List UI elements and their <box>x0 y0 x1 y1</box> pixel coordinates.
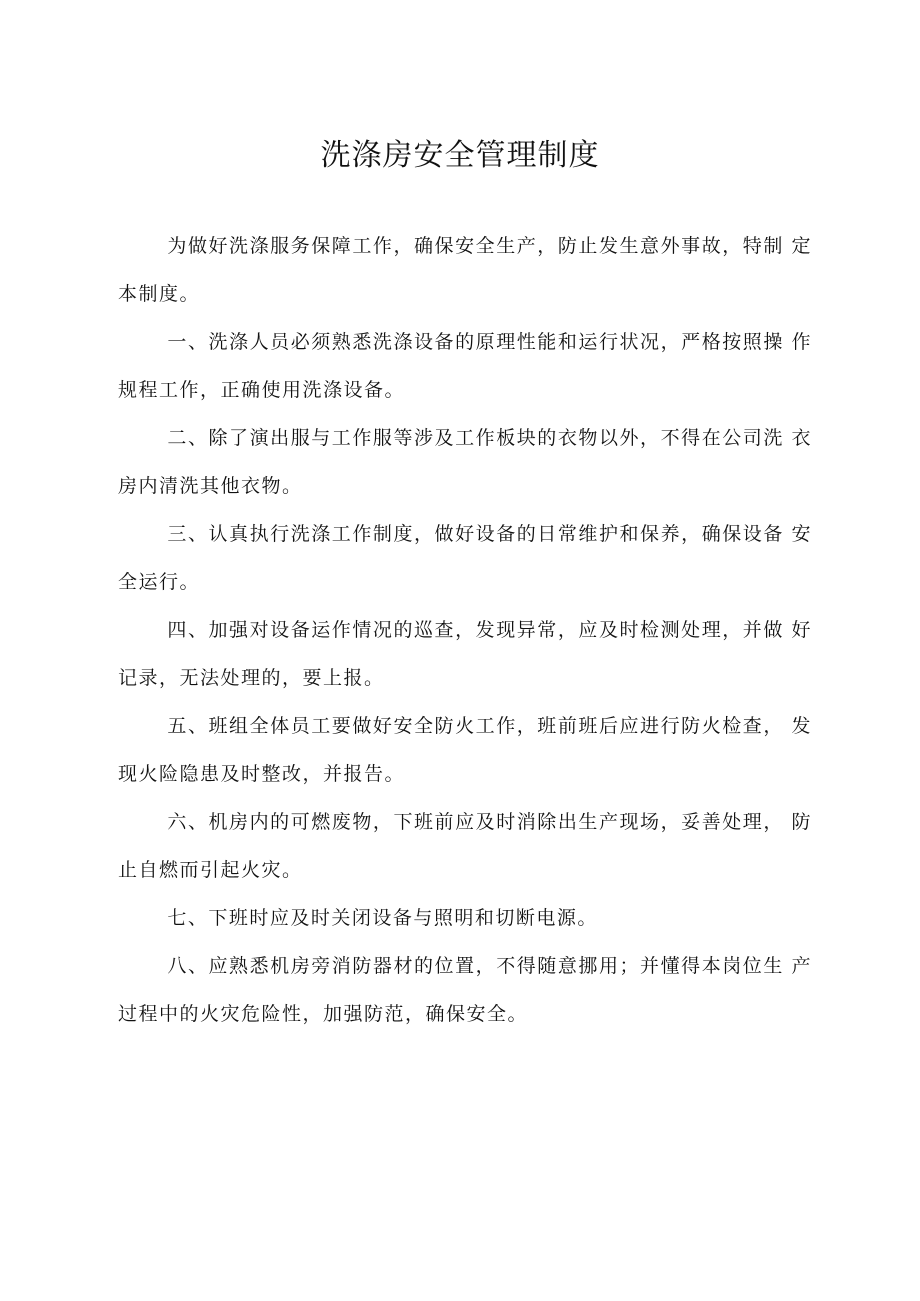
document-body <box>118 222 812 1038</box>
document-title: 洗涤房安全管理制度 <box>320 138 600 173</box>
paragraph-rule-5: 五、班组全体员工要做好安全防火工作，班前班后应进行防火检查， 发现火险隐患及时整改，并报告。 <box>118 715 812 785</box>
paragraph-rule-8: 八、应熟悉机房旁消防器材的位置，不得随意挪用；并懂得本岗位生 产过程中的火灾危险性，加强防范，确保安全。 <box>118 955 812 1025</box>
paragraph-rule-1: 一、洗涤人员必须熟悉洗涤设备的原理性能和运行状况，严格按照操 作规程工作，正确使用洗涤设备。 <box>118 331 812 401</box>
paragraph-rule-4: 四、加强对设备运作情况的巡查，发现异常，应及时检测处理，并做 好记录，无法处理的，要上报。 <box>118 619 812 689</box>
paragraph-rule-6: 六、机房内的可燃废物，下班前应及时消除出生产现场，妥善处理， 防止自燃而引起火灾。 <box>118 811 812 881</box>
paragraph-rule-2: 二、除了演出服与工作服等涉及工作板块的衣物以外，不得在公司洗 衣房内清洗其他衣物。 <box>118 427 812 497</box>
paragraph-rule-3: 三、认真执行洗涤工作制度，做好设备的日常维护和保养，确保设备 安全运行。 <box>118 523 812 593</box>
paragraph-intro: 为做好洗涤服务保障工作，确保安全生产，防止发生意外事故，特制 定本制度。 <box>118 235 812 305</box>
paragraph-rule-7: 七、下班时应及时关闭设备与照明和切断电源。 <box>167 907 598 929</box>
